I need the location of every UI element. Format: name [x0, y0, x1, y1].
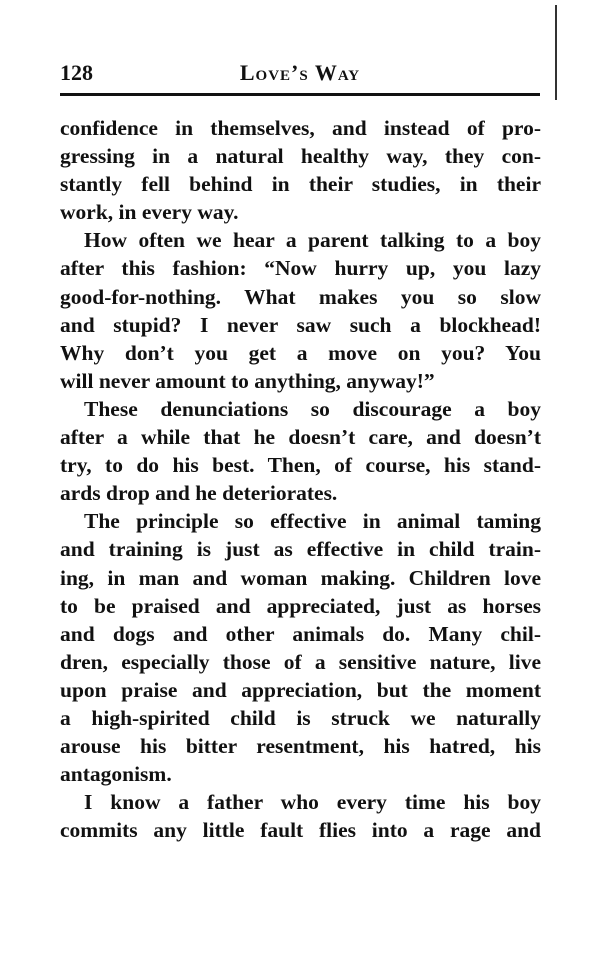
text-line: commits any little fault flies into a rage and — [60, 818, 541, 843]
text-line: These denunciations so discourage a boy — [84, 396, 541, 421]
paragraph — [60, 395, 541, 507]
text-line: after this fashion: “Now hurry up, you lazy — [60, 256, 541, 281]
text-line: gressing in a natural healthy way, they con- — [60, 144, 541, 169]
paragraph — [60, 507, 541, 788]
text-line: a high-spirited child is struck we naturally — [60, 705, 541, 730]
text-line: Why don’t you get a move on you? You — [60, 340, 541, 365]
text-line: after a while that he doesn’t care, and doesn’t — [60, 425, 541, 450]
paragraph — [60, 788, 541, 844]
text-line: and dogs and other animals do. Many chil- — [60, 621, 541, 646]
paragraph — [60, 114, 541, 226]
paragraph — [60, 226, 541, 395]
text-line: The principle so effective in animal taming — [84, 509, 541, 534]
text-line: work, in every way. — [60, 200, 239, 225]
text-line: How often we hear a parent talking to a boy — [84, 228, 541, 253]
text-line: upon praise and appreciation, but the moment — [60, 677, 541, 702]
page-body — [60, 114, 541, 844]
text-line: good-for-nothing. What makes you so slow — [60, 284, 541, 309]
text-line: confidence in themselves, and instead of pro- — [60, 116, 541, 140]
page-number: 128 — [60, 60, 93, 85]
text-line: and stupid? I never saw such a blockhead! — [60, 312, 541, 337]
text-line: antagonism. — [60, 762, 172, 787]
text-line: I know a father who every time his boy — [84, 790, 541, 815]
running-title: Love’s Way — [239, 60, 361, 85]
text-line: arouse his bitter resentment, his hatred, his — [60, 734, 541, 759]
text-line: to be praised and appreciated, just as horses — [60, 593, 541, 618]
text-line: ards drop and he deteriorates. — [60, 481, 338, 506]
text-line: dren, especially those of a sensitive nature, live — [60, 649, 541, 674]
header-rule — [60, 93, 540, 96]
text-line: try, to do his best. Then, of course, his stand- — [60, 453, 541, 478]
text-line: will never amount to anything, anyway!” — [60, 368, 435, 393]
text-line: stantly fell behind in their studies, in their — [60, 172, 541, 197]
text-line: ing, in man and woman making. Children love — [60, 565, 541, 590]
text-line: and training is just as effective in child train- — [60, 537, 541, 562]
